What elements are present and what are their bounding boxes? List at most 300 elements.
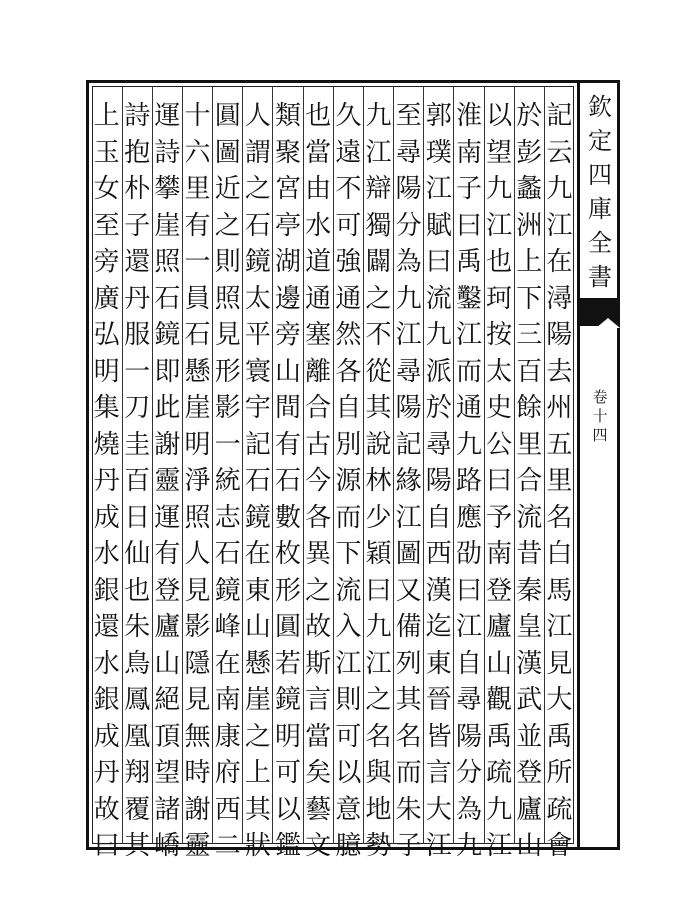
glyph: 馬 <box>546 575 573 606</box>
glyph: 影 <box>184 612 211 642</box>
glyph: 湖 <box>275 247 302 277</box>
glyph: 石 <box>275 466 302 496</box>
glyph: 銀 <box>93 685 120 715</box>
glyph: 以 <box>335 758 362 788</box>
fishtail-notch <box>596 318 620 328</box>
glyph: 朱 <box>395 794 422 825</box>
glyph: 尋 <box>455 685 482 715</box>
glyph: 九 <box>455 429 482 460</box>
glyph: 里 <box>546 466 573 496</box>
glyph: 圖 <box>395 539 422 569</box>
margin-title <box>586 90 614 294</box>
text-column <box>514 86 544 861</box>
glyph: 至 <box>93 210 120 241</box>
glyph: 劭 <box>455 539 482 569</box>
glyph: 江 <box>395 320 422 350</box>
glyph: 璞 <box>425 137 452 168</box>
glyph: 可 <box>335 210 362 241</box>
glyph: 女 <box>93 174 120 204</box>
glyph: 近 <box>214 174 241 204</box>
glyph: 仙 <box>124 539 151 569</box>
glyph: 明 <box>184 429 211 460</box>
glyph: 廣 <box>93 283 120 314</box>
glyph: 數 <box>275 502 302 533</box>
glyph: 分 <box>395 210 422 241</box>
margin-title-glyph: 全 <box>588 229 612 257</box>
glyph: 人 <box>184 539 211 569</box>
glyph: 照 <box>214 283 241 314</box>
volume-label-glyph: 四 <box>592 426 608 444</box>
glyph: 鳥 <box>124 648 151 679</box>
glyph: 廬 <box>154 612 181 642</box>
glyph: 尋 <box>425 429 452 460</box>
glyph: 懸 <box>184 356 211 387</box>
glyph: 曰 <box>486 466 513 496</box>
glyph: 寰 <box>244 356 271 387</box>
glyph: 旁 <box>93 247 120 277</box>
glyph: 林 <box>365 466 392 496</box>
glyph: 山 <box>244 612 271 642</box>
glyph: 在 <box>214 648 241 679</box>
glyph: 州 <box>546 393 573 423</box>
glyph: 武 <box>516 685 543 715</box>
glyph: 白 <box>546 539 573 569</box>
glyph: 石 <box>244 210 271 241</box>
glyph: 迄 <box>425 612 452 642</box>
glyph: 即 <box>154 356 181 387</box>
glyph: 為 <box>395 247 422 277</box>
glyph: 平 <box>244 320 271 350</box>
glyph: 圖 <box>214 137 241 168</box>
glyph: 觀 <box>486 685 513 715</box>
glyph: 久 <box>335 101 362 131</box>
glyph: 水 <box>305 210 332 241</box>
glyph: 崖 <box>154 210 181 241</box>
text-column <box>484 86 514 861</box>
glyph: 潯 <box>546 283 573 314</box>
text-column <box>92 86 122 861</box>
glyph: 入 <box>335 612 362 642</box>
glyph: 詩 <box>124 101 151 131</box>
glyph: 圭 <box>124 429 151 460</box>
glyph: 當 <box>305 721 332 752</box>
glyph: 詩 <box>154 137 181 168</box>
glyph: 各 <box>335 356 362 387</box>
glyph: 尋 <box>395 356 422 387</box>
glyph: 時 <box>184 758 211 788</box>
margin-title-glyph: 欽 <box>588 93 612 121</box>
glyph: 上 <box>93 101 120 131</box>
glyph: 文 <box>305 831 332 861</box>
glyph: 集 <box>93 393 120 423</box>
glyph: 登 <box>154 575 181 606</box>
glyph: 燒 <box>93 429 120 460</box>
text-column <box>122 86 152 861</box>
glyph: 大 <box>546 685 573 715</box>
glyph: 鑑 <box>275 831 302 861</box>
glyph: 流 <box>516 502 543 533</box>
glyph: 石 <box>154 283 181 314</box>
glyph: 鏡 <box>244 247 271 277</box>
glyph: 見 <box>184 575 211 606</box>
glyph: 望 <box>154 758 181 788</box>
glyph: 此 <box>154 393 181 423</box>
glyph: 石 <box>214 539 241 569</box>
glyph: 遠 <box>335 137 362 168</box>
glyph: 宮 <box>275 174 302 204</box>
glyph: 之 <box>305 575 332 606</box>
glyph: 攀 <box>154 174 181 204</box>
glyph: 水 <box>93 539 120 569</box>
glyph: 別 <box>335 429 362 460</box>
glyph: 史 <box>486 393 513 423</box>
glyph: 嶠 <box>154 831 181 861</box>
glyph: 謝 <box>184 794 211 825</box>
glyph: 自 <box>425 502 452 533</box>
text-column <box>272 86 302 861</box>
glyph: 派 <box>425 356 452 387</box>
glyph: 峰 <box>214 612 241 642</box>
glyph: 之 <box>214 210 241 241</box>
glyph: 邊 <box>275 283 302 314</box>
glyph: 府 <box>214 758 241 788</box>
glyph: 統 <box>214 466 241 496</box>
glyph: 禹 <box>486 721 513 752</box>
glyph: 皆 <box>425 721 452 752</box>
glyph: 江 <box>546 612 573 642</box>
glyph: 臆 <box>335 831 362 861</box>
text-column <box>333 86 363 861</box>
glyph: 石 <box>244 466 271 496</box>
glyph: 辯 <box>365 174 392 204</box>
glyph: 言 <box>425 758 452 788</box>
glyph: 名 <box>395 721 422 752</box>
glyph: 照 <box>184 502 211 533</box>
glyph: 淮 <box>455 101 482 131</box>
glyph: 下 <box>335 539 362 569</box>
glyph: 之 <box>365 685 392 715</box>
glyph: 為 <box>455 794 482 825</box>
glyph: 尋 <box>395 137 422 168</box>
glyph: 聚 <box>275 137 302 168</box>
glyph: 宇 <box>244 393 271 423</box>
glyph: 鑿 <box>455 283 482 314</box>
glyph: 其 <box>244 794 271 825</box>
glyph: 圓 <box>214 101 241 131</box>
glyph: 江 <box>455 320 482 350</box>
glyph: 之 <box>244 174 271 204</box>
glyph: 影 <box>214 393 241 423</box>
glyph: 而 <box>395 758 422 788</box>
glyph: 餘 <box>516 393 543 423</box>
glyph: 也 <box>486 247 513 277</box>
glyph: 照 <box>154 247 181 277</box>
glyph: 其 <box>124 831 151 861</box>
glyph: 明 <box>275 721 302 752</box>
glyph: 禹 <box>455 247 482 277</box>
glyph: 一 <box>184 247 211 277</box>
glyph: 曰 <box>93 831 120 861</box>
glyph: 闢 <box>365 247 392 277</box>
glyph: 下 <box>516 283 543 314</box>
glyph: 列 <box>395 648 422 679</box>
glyph: 大 <box>425 794 452 825</box>
glyph: 記 <box>546 101 573 131</box>
glyph: 勢 <box>365 831 392 861</box>
text-column <box>423 86 453 861</box>
glyph: 五 <box>546 429 573 460</box>
glyph: 絕 <box>154 685 181 715</box>
glyph: 鏡 <box>275 685 302 715</box>
glyph: 人 <box>244 101 271 131</box>
glyph: 二 <box>214 831 241 861</box>
glyph: 今 <box>305 466 332 496</box>
margin-title-glyph: 庫 <box>588 195 612 223</box>
glyph: 登 <box>516 758 543 788</box>
glyph: 古 <box>305 429 332 460</box>
glyph: 江 <box>455 612 482 642</box>
glyph: 當 <box>305 137 332 168</box>
glyph: 還 <box>93 612 120 642</box>
glyph: 懸 <box>244 648 271 679</box>
glyph: 江 <box>425 831 452 861</box>
glyph: 運 <box>154 502 181 533</box>
glyph: 漢 <box>516 648 543 679</box>
glyph: 陽 <box>425 466 452 496</box>
glyph: 百 <box>124 466 151 496</box>
glyph: 可 <box>275 758 302 788</box>
glyph: 自 <box>455 648 482 679</box>
glyph: 從 <box>365 356 392 387</box>
glyph: 九 <box>546 174 573 204</box>
glyph: 頂 <box>154 721 181 752</box>
glyph: 明 <box>93 356 120 387</box>
glyph: 狀 <box>244 831 271 861</box>
glyph: 於 <box>516 101 543 131</box>
glyph: 分 <box>455 758 482 788</box>
glyph: 鳳 <box>124 685 151 715</box>
glyph: 斯 <box>305 648 332 679</box>
glyph: 西 <box>214 794 241 825</box>
glyph: 穎 <box>365 539 392 569</box>
glyph: 翔 <box>124 758 151 788</box>
glyph: 賦 <box>425 210 452 241</box>
glyph: 志 <box>214 502 241 533</box>
glyph: 服 <box>124 320 151 350</box>
text-column <box>152 86 182 861</box>
text-column <box>182 86 212 861</box>
glyph: 一 <box>124 356 151 387</box>
glyph: 百 <box>516 356 543 387</box>
glyph: 覆 <box>124 794 151 825</box>
glyph: 按 <box>486 320 513 350</box>
volume-label-glyph: 十 <box>592 407 608 425</box>
glyph: 江 <box>546 210 573 241</box>
glyph: 間 <box>275 393 302 423</box>
glyph: 一 <box>214 429 241 460</box>
glyph: 九 <box>455 831 482 861</box>
glyph: 曰 <box>455 575 482 606</box>
text-column <box>242 86 272 861</box>
glyph: 朱 <box>124 612 151 642</box>
glyph: 崖 <box>244 685 271 715</box>
glyph: 藝 <box>305 794 332 825</box>
glyph: 九 <box>365 612 392 642</box>
glyph: 流 <box>335 575 362 606</box>
glyph: 合 <box>305 393 332 423</box>
glyph: 則 <box>335 685 362 715</box>
glyph: 有 <box>275 429 302 460</box>
glyph: 所 <box>546 758 573 788</box>
glyph: 無 <box>184 721 211 752</box>
glyph: 六 <box>184 137 211 168</box>
glyph: 九 <box>486 794 513 825</box>
glyph: 地 <box>365 794 392 825</box>
glyph: 記 <box>395 429 422 460</box>
glyph: 山 <box>275 356 302 387</box>
glyph: 還 <box>124 247 151 277</box>
glyph: 里 <box>516 429 543 460</box>
glyph: 會 <box>546 831 573 861</box>
margin-title-glyph: 書 <box>588 263 612 291</box>
glyph: 丹 <box>93 758 120 788</box>
glyph: 石 <box>184 320 211 350</box>
glyph: 也 <box>305 101 332 131</box>
glyph: 塞 <box>305 320 332 350</box>
glyph: 通 <box>335 283 362 314</box>
glyph: 而 <box>455 356 482 387</box>
glyph: 成 <box>93 502 120 533</box>
text-columns <box>92 86 574 861</box>
glyph: 自 <box>335 393 362 423</box>
glyph: 丹 <box>124 283 151 314</box>
glyph: 異 <box>305 539 332 569</box>
glyph: 銀 <box>93 575 120 606</box>
glyph: 去 <box>546 356 573 387</box>
glyph: 於 <box>425 393 452 423</box>
glyph: 廬 <box>516 794 543 825</box>
glyph: 上 <box>516 247 543 277</box>
glyph: 郭 <box>425 101 452 131</box>
glyph: 言 <box>305 685 332 715</box>
glyph: 江 <box>365 648 392 679</box>
glyph: 形 <box>275 575 302 606</box>
glyph: 上 <box>244 758 271 788</box>
glyph: 見 <box>214 320 241 350</box>
glyph: 漢 <box>425 575 452 606</box>
glyph: 太 <box>244 283 271 314</box>
glyph: 子 <box>124 210 151 241</box>
glyph: 見 <box>546 648 573 679</box>
glyph: 至 <box>395 101 422 131</box>
glyph: 禹 <box>546 721 573 752</box>
glyph: 三 <box>516 320 543 350</box>
glyph: 少 <box>365 502 392 533</box>
glyph: 若 <box>275 648 302 679</box>
glyph: 又 <box>395 575 422 606</box>
glyph: 蠡 <box>516 174 543 204</box>
glyph: 靈 <box>154 466 181 496</box>
glyph: 里 <box>184 174 211 204</box>
glyph: 其 <box>395 685 422 715</box>
glyph: 凰 <box>124 721 151 752</box>
glyph: 道 <box>305 247 332 277</box>
glyph: 各 <box>305 502 332 533</box>
glyph: 見 <box>184 685 211 715</box>
glyph: 南 <box>486 539 513 569</box>
glyph: 通 <box>455 393 482 423</box>
glyph: 故 <box>305 612 332 642</box>
glyph: 通 <box>305 283 332 314</box>
glyph: 九 <box>486 174 513 204</box>
glyph: 名 <box>546 502 573 533</box>
glyph: 秦 <box>516 575 543 606</box>
glyph: 有 <box>154 539 181 569</box>
glyph: 然 <box>335 320 362 350</box>
glyph: 廬 <box>486 612 513 642</box>
glyph: 望 <box>486 137 513 168</box>
glyph: 不 <box>365 320 392 350</box>
margin-title-glyph: 定 <box>588 127 612 155</box>
volume-label-glyph: 卷 <box>592 388 608 406</box>
text-column <box>453 86 483 861</box>
glyph: 員 <box>184 283 211 314</box>
glyph: 以 <box>486 101 513 131</box>
glyph: 意 <box>335 794 362 825</box>
glyph: 九 <box>395 283 422 314</box>
glyph: 其 <box>365 393 392 423</box>
glyph: 朴 <box>124 174 151 204</box>
glyph: 云 <box>546 137 573 168</box>
glyph: 皇 <box>516 612 543 642</box>
glyph: 名 <box>365 721 392 752</box>
glyph: 靈 <box>184 831 211 861</box>
glyph: 曰 <box>455 210 482 241</box>
glyph: 離 <box>305 356 332 387</box>
glyph: 合 <box>516 466 543 496</box>
glyph: 山 <box>516 831 543 861</box>
text-column <box>212 86 242 861</box>
glyph: 子 <box>395 831 422 861</box>
glyph: 江 <box>486 831 513 861</box>
glyph: 西 <box>425 539 452 569</box>
glyph: 不 <box>335 174 362 204</box>
glyph: 則 <box>214 247 241 277</box>
volume-label <box>588 388 612 445</box>
glyph: 也 <box>124 575 151 606</box>
text-column <box>303 86 333 861</box>
text-column <box>544 86 574 861</box>
glyph: 九 <box>365 101 392 131</box>
glyph: 曰 <box>425 247 452 277</box>
glyph: 水 <box>93 648 120 679</box>
glyph: 淨 <box>184 466 211 496</box>
glyph: 東 <box>244 575 271 606</box>
glyph: 故 <box>93 794 120 825</box>
glyph: 而 <box>335 502 362 533</box>
text-column <box>363 86 393 861</box>
glyph: 源 <box>335 466 362 496</box>
glyph: 鏡 <box>154 320 181 350</box>
margin-title-glyph: 四 <box>588 161 612 189</box>
glyph: 予 <box>486 502 513 533</box>
glyph: 獨 <box>365 210 392 241</box>
glyph: 謂 <box>244 137 271 168</box>
glyph: 在 <box>244 539 271 569</box>
glyph: 玉 <box>93 137 120 168</box>
glyph: 山 <box>486 648 513 679</box>
glyph: 陽 <box>455 721 482 752</box>
